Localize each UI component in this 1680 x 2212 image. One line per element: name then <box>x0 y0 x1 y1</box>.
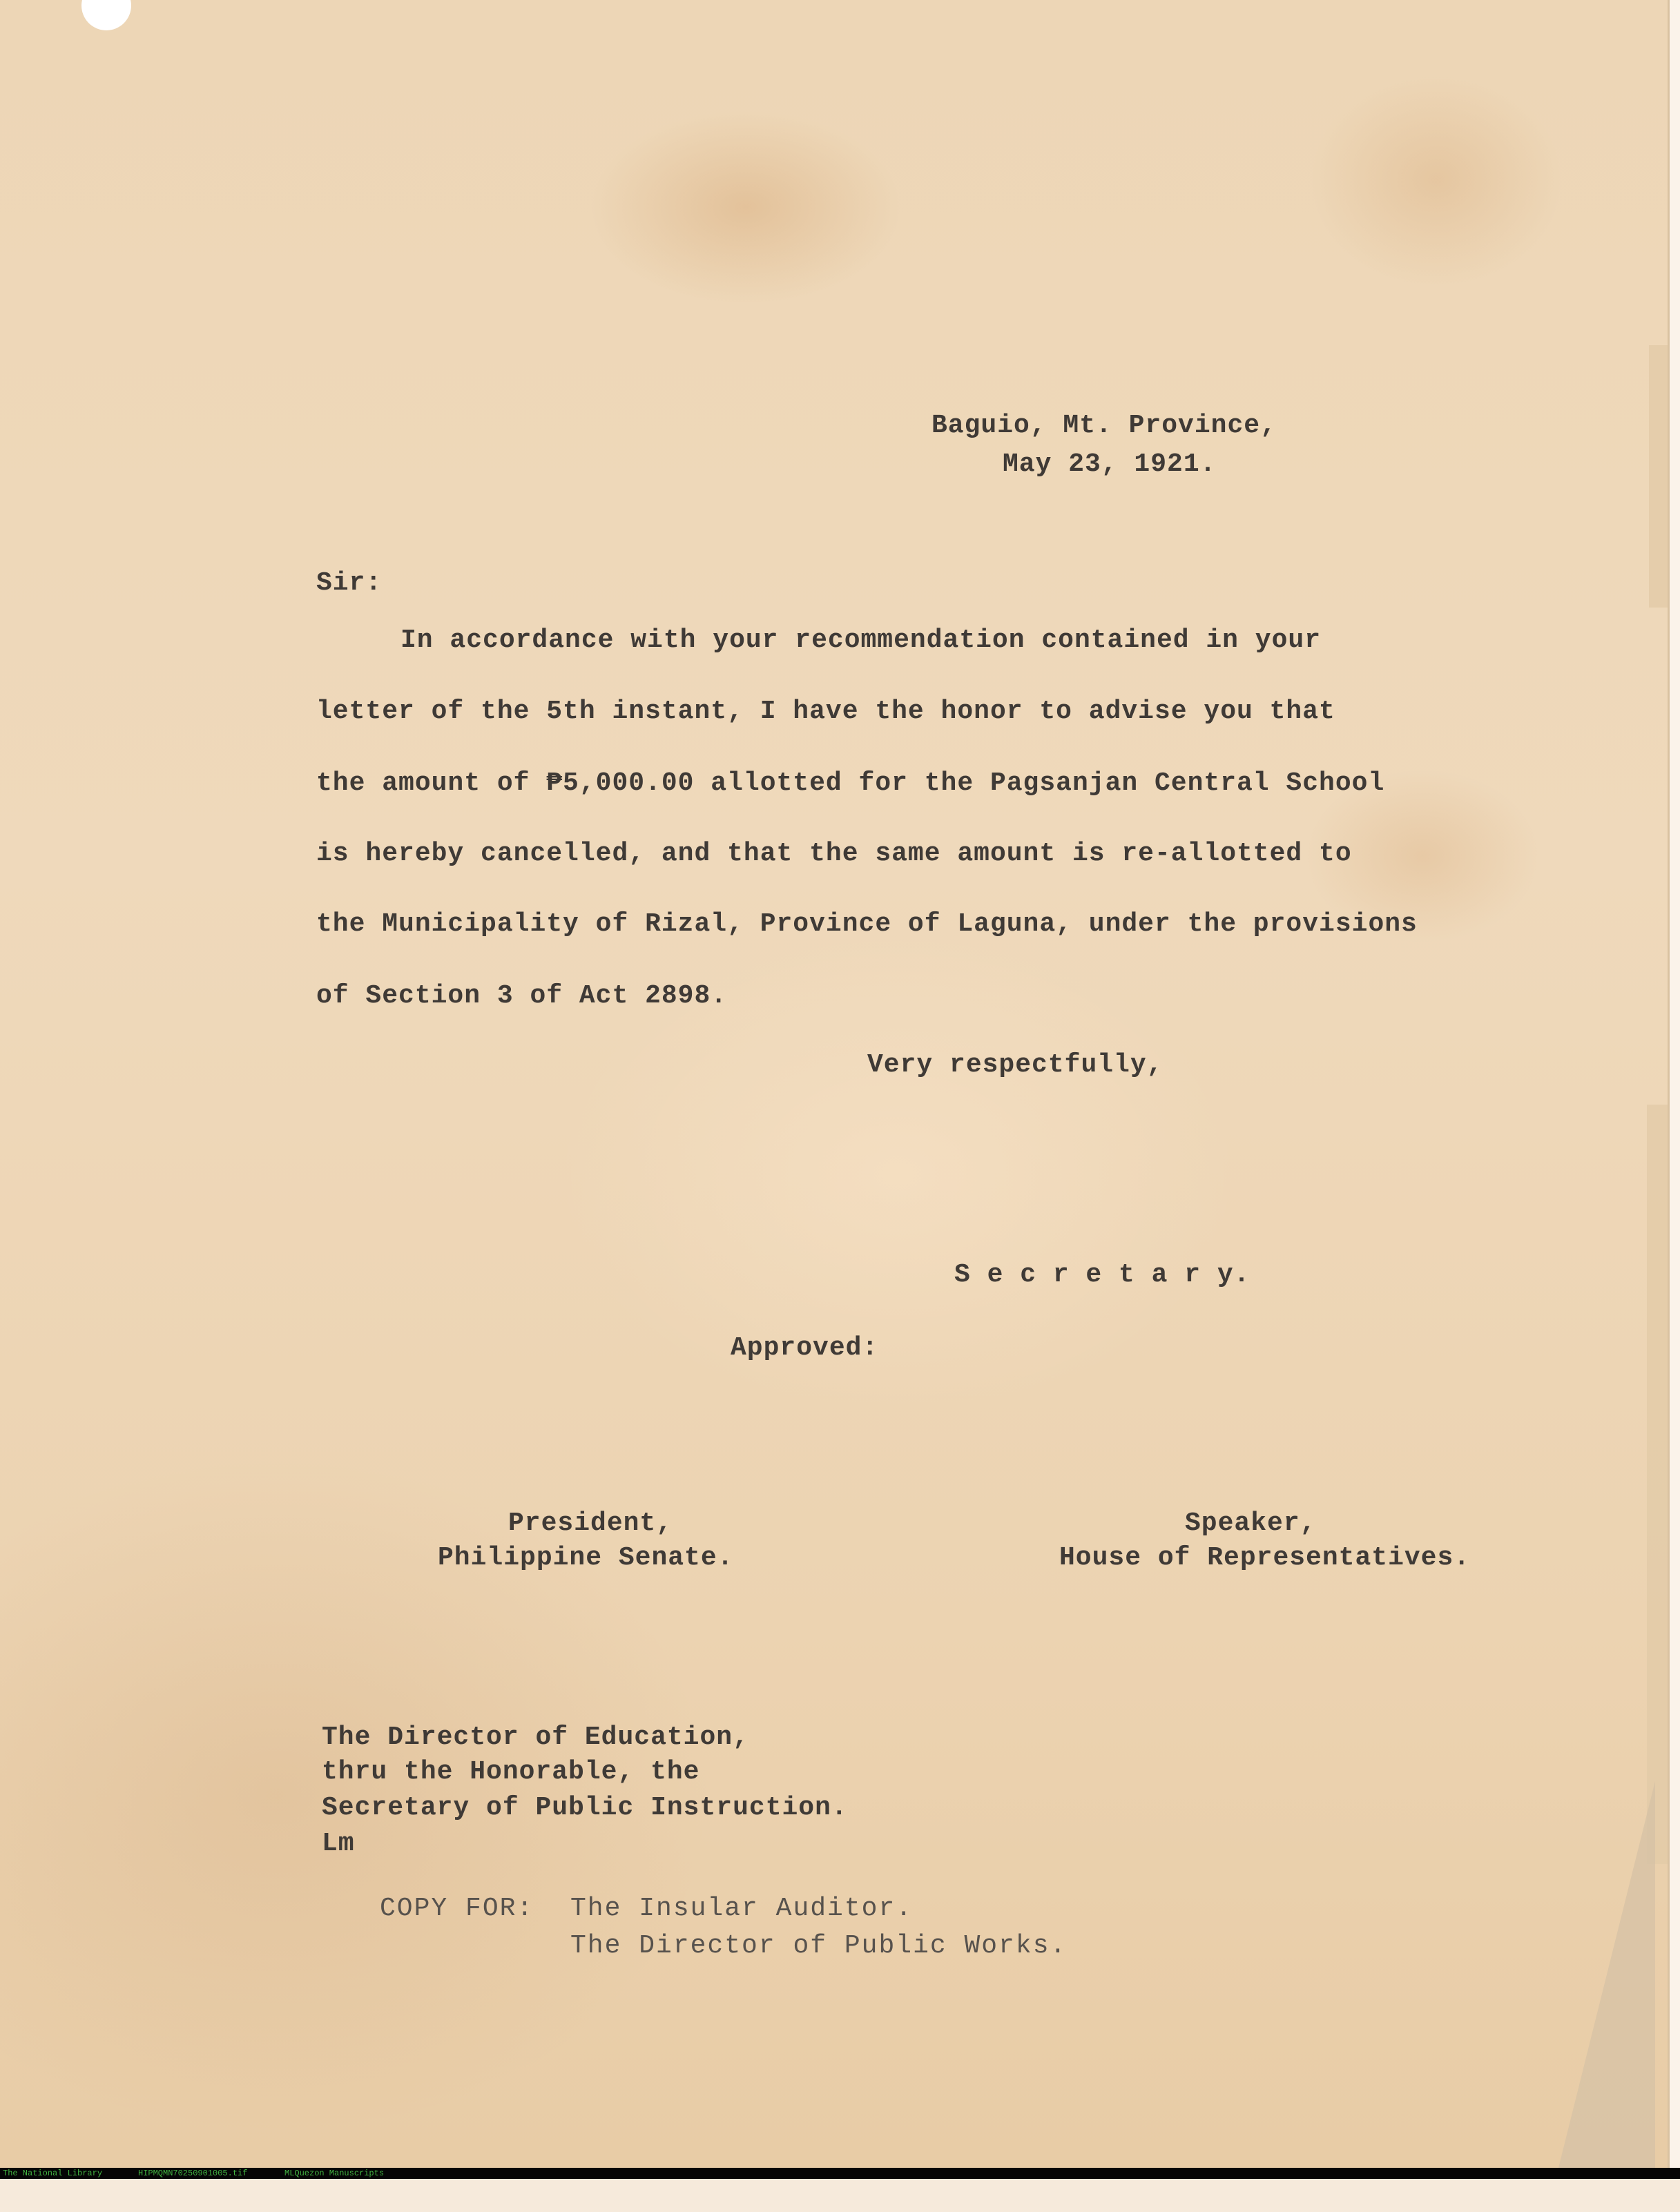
punch-hole <box>81 0 131 30</box>
signer-title: S e c r e t a r y. <box>954 1260 1251 1290</box>
paper-edge-tear <box>1647 1105 1668 1864</box>
typist-initials: Lm <box>322 1829 355 1859</box>
approved-label: Approved: <box>731 1333 879 1363</box>
addressee-line: Secretary of Public Instruction. <box>322 1793 848 1823</box>
closing: Very respectfully, <box>867 1050 1164 1080</box>
copy-recipient: The Director of Public Works. <box>570 1931 1068 1961</box>
copy-recipient: The Insular Auditor. <box>570 1894 914 1923</box>
approver-title-speaker: Speaker, <box>1185 1508 1317 1538</box>
approver-org-senate: Philippine Senate. <box>438 1543 734 1573</box>
approver-title-president: President, <box>508 1508 673 1538</box>
body-line: is hereby cancelled, and that the same amount is re-allotted to <box>316 839 1352 869</box>
addressee-line: The Director of Education, <box>322 1723 749 1752</box>
letter-date: May 23, 1921. <box>1003 449 1217 479</box>
body-line: In accordance with your recommendation contained in your <box>400 625 1322 655</box>
body-line: the Municipality of Rizal, Province of Laguna, under the provisions <box>316 909 1418 939</box>
copy-for-label: COPY FOR: <box>380 1894 534 1923</box>
body-line: of Section 3 of Act 2898. <box>316 981 728 1011</box>
approver-org-house: House of Representatives. <box>1059 1543 1471 1573</box>
body-line: letter of the 5th instant, I have the honor to advise you that <box>316 697 1335 726</box>
footer-library: The National Library <box>3 2169 103 2178</box>
salutation: Sir: <box>316 568 383 598</box>
paper-edge-tear <box>1649 345 1668 608</box>
footer-file-name: HIPMQMN70250901005.tif <box>138 2169 248 2178</box>
scan-footer-bar <box>0 2168 1680 2179</box>
folded-corner <box>1558 1781 1655 2168</box>
addressee-line: thru the Honorable, the <box>322 1757 700 1787</box>
footer-collection: MLQuezon Manuscripts <box>284 2169 385 2178</box>
letter-place: Baguio, Mt. Province, <box>931 411 1277 440</box>
body-line: the amount of ₱5,000.00 allotted for the Pagsanjan Central School <box>316 768 1385 798</box>
